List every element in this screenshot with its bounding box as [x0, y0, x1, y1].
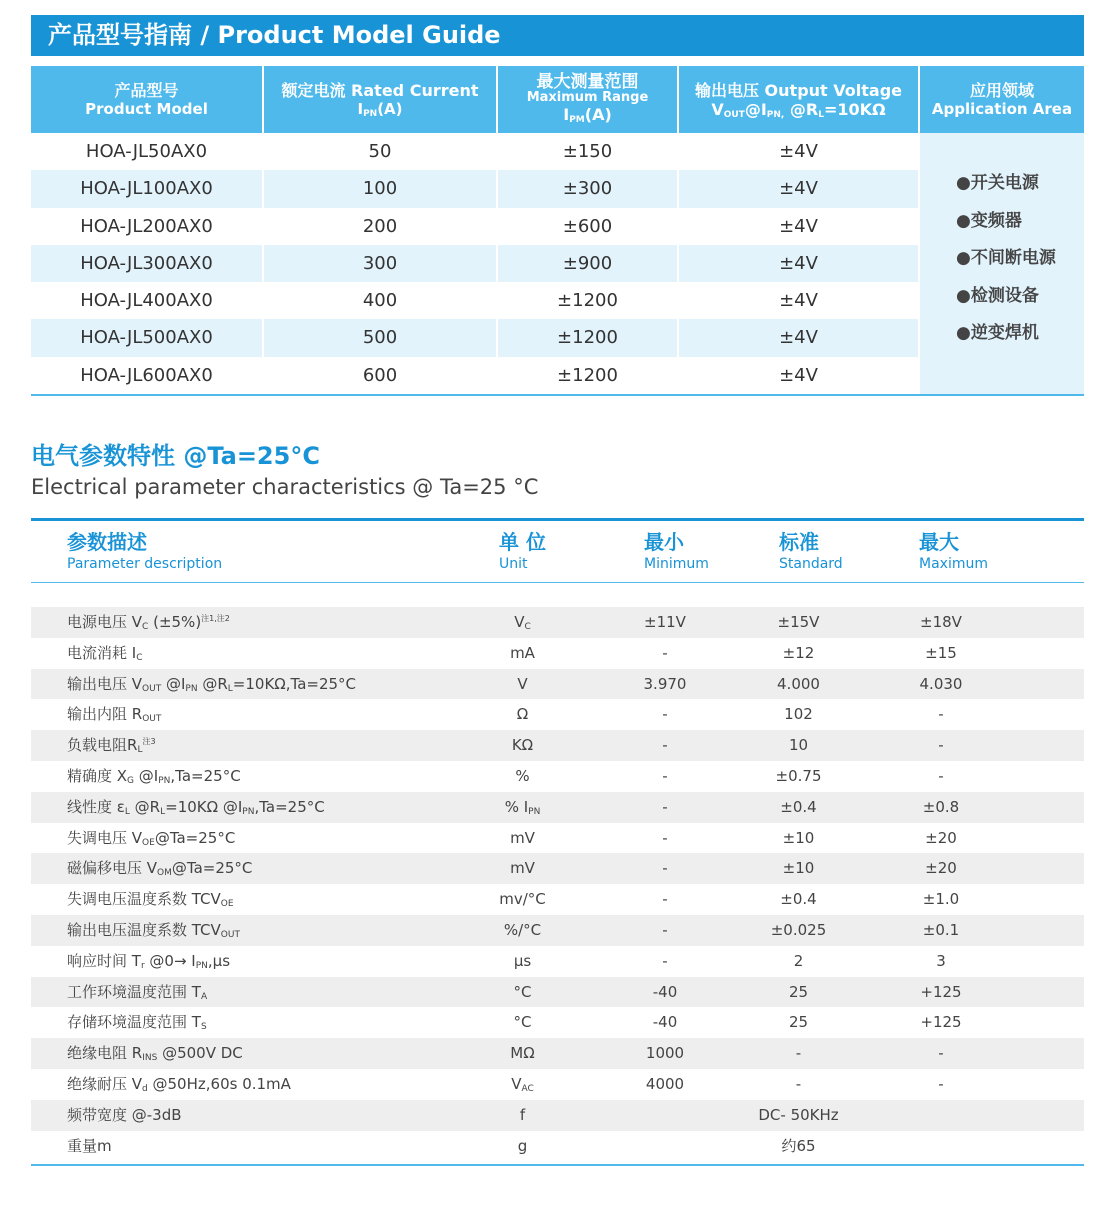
param-desc: [67, 915, 240, 946]
text: V: [711, 99, 724, 119]
unit-cell: [451, 792, 594, 823]
electrical-table-bottom-rule: [31, 1164, 1084, 1166]
subscript: r: [140, 960, 145, 971]
table-row: [31, 357, 920, 394]
subscript: C: [524, 622, 531, 632]
max-cell: ±20: [925, 859, 957, 878]
header-unit: [499, 529, 546, 573]
product-rows: [31, 133, 920, 394]
header-standard: [779, 529, 843, 573]
unit-cell: mA: [510, 643, 535, 662]
subscript: OM: [157, 868, 172, 879]
min-cell: -: [662, 643, 668, 662]
output-cell: ±4V: [679, 170, 920, 207]
header-cn: 输出电压 Output Voltage: [694, 80, 902, 100]
subscript: PN: [185, 683, 198, 694]
output-cell: ±4V: [679, 357, 920, 394]
product-table-header: [31, 66, 1084, 133]
text: @500V DC: [157, 1044, 243, 1063]
std-cell: ±0.4: [780, 797, 817, 816]
max-cell: +125: [920, 982, 962, 1001]
header-cn: 产品型号: [114, 80, 179, 100]
text: 电源电压 V: [67, 613, 143, 631]
max-cell: 4.030: [919, 674, 963, 693]
unit-cell: f: [519, 1105, 526, 1124]
param-desc: [67, 699, 161, 730]
subscript: PN: [195, 960, 208, 971]
header-cn: 参数描述: [67, 530, 147, 554]
symbol: I: [563, 105, 570, 124]
param-desc: [67, 792, 325, 823]
product-table-body: [31, 133, 1084, 394]
table-row: [31, 823, 1084, 854]
unit-cell: %: [515, 766, 530, 785]
text: @I: [134, 766, 159, 785]
text: 负载电阻R: [67, 736, 138, 755]
subscript: S: [200, 1022, 207, 1033]
subscript: PN: [158, 775, 171, 786]
text: @0→ I: [144, 951, 196, 970]
range-cell: ±900: [498, 245, 679, 282]
table-row: [31, 607, 1084, 638]
unit-cell: %/°C: [503, 920, 542, 939]
text: @R: [129, 797, 161, 816]
header-rated-current: [264, 66, 498, 133]
subscript: L: [818, 109, 824, 120]
subscript: OUT: [723, 109, 745, 120]
max-cell: -: [938, 1074, 944, 1093]
footnote: 注1,注2: [201, 614, 230, 623]
unit-cell: °C: [513, 982, 532, 1001]
header-en: Minimum: [644, 556, 709, 572]
table-row: [31, 638, 1084, 669]
header-symbol: [357, 100, 402, 119]
table-row: [31, 977, 1084, 1008]
text: =10KΩ @I: [165, 797, 243, 816]
rated-cell: 50: [264, 133, 498, 170]
subscript: PN: [242, 806, 255, 817]
span-value-cell: 约65: [781, 1136, 816, 1155]
text: 存储环境温度范围 T: [67, 1013, 201, 1032]
table-row: [31, 699, 1084, 730]
output-cell: ±4V: [679, 133, 920, 170]
output-cell: ±4V: [679, 208, 920, 245]
table-row: [31, 1131, 1084, 1162]
application-item: ●变频器: [956, 210, 1022, 231]
max-cell: -: [938, 705, 944, 724]
symbol: I: [357, 99, 364, 118]
model-cell: HOA-JL600AX0: [31, 357, 264, 394]
min-cell: -: [662, 920, 668, 939]
output-cell: ±4V: [679, 282, 920, 319]
text: 输出电压温度系数 TCV: [67, 920, 221, 939]
range-cell: ±600: [498, 208, 679, 245]
param-desc: [67, 669, 356, 700]
table-row: [31, 761, 1084, 792]
std-cell: ±0.75: [775, 766, 822, 785]
unit-cell: μs: [513, 951, 532, 970]
header-en: Maximum Range: [526, 90, 649, 105]
header-parameter-description: [67, 529, 222, 573]
max-cell: ±0.1: [922, 920, 960, 939]
unit: (A): [584, 105, 612, 124]
param-desc: [67, 1069, 291, 1100]
std-cell: 25: [788, 982, 809, 1001]
table-row: [31, 319, 920, 356]
subscript: L: [160, 806, 166, 817]
output-cell: ±4V: [679, 245, 920, 282]
min-cell: -: [662, 705, 668, 724]
header-cn: 最大测量范围: [536, 72, 639, 92]
min-cell: ±11V: [644, 613, 686, 631]
header-output-voltage: [679, 66, 920, 133]
unit-cell: g: [517, 1136, 528, 1155]
output-cell: ±4V: [679, 319, 920, 356]
header-maximum: [919, 529, 988, 573]
unit-cell: [451, 1069, 594, 1100]
text: 绝缘耐压 V: [67, 1074, 143, 1093]
min-cell: -: [662, 951, 668, 970]
unit-cell: V: [517, 674, 528, 693]
min-cell: 3.970: [643, 674, 687, 693]
header-en: Standard: [779, 556, 843, 572]
table-row: [31, 1007, 1084, 1038]
std-cell: ±0.025: [770, 920, 827, 939]
text: ,Ta=25°C: [170, 766, 241, 785]
rated-cell: 200: [264, 208, 498, 245]
banner-title: 产品型号指南 / Product Model Guide: [48, 21, 501, 49]
max-cell: ±18V: [920, 613, 962, 631]
text: @R: [197, 674, 228, 693]
table-row: [31, 669, 1084, 700]
subscript: OUT: [142, 714, 162, 725]
unit-cell: KΩ: [511, 736, 534, 755]
table-row: [31, 170, 920, 207]
application-area-cell: [920, 133, 1084, 394]
text: =10KΩ,Ta=25°C: [232, 674, 357, 693]
span-value-cell: DC- 50KHz: [758, 1105, 839, 1124]
table-row: [31, 946, 1084, 977]
product-model-table: [31, 66, 1084, 394]
min-cell: -: [662, 766, 668, 785]
std-cell: ±15V: [777, 613, 820, 631]
text: V: [514, 613, 525, 631]
subscript: C: [142, 622, 149, 632]
min-cell: 4000: [645, 1074, 685, 1093]
electrical-table-body: [31, 607, 1084, 1161]
unit-cell: mv/°C: [499, 890, 546, 909]
param-desc: [67, 884, 234, 915]
section-title-en: Electrical parameter characteristics @ Ta=25 °C: [31, 475, 539, 499]
max-cell: ±20: [925, 828, 957, 847]
text: 磁偏移电压 V: [67, 859, 158, 878]
param-desc: 频带宽度 @-3dB: [67, 1105, 182, 1124]
text: @50Hz,60s 0.1mA: [147, 1074, 291, 1093]
range-cell: ±1200: [498, 282, 679, 319]
max-cell: ±0.8: [922, 797, 960, 816]
model-cell: HOA-JL500AX0: [31, 319, 264, 356]
header-cn: 最小: [644, 530, 684, 554]
header-en: Product Model: [85, 99, 208, 118]
footnote: 注3: [142, 737, 156, 747]
subscript: L: [227, 683, 233, 694]
model-cell: HOA-JL50AX0: [31, 133, 264, 170]
param-desc: [67, 730, 156, 761]
param-desc: [67, 607, 230, 638]
text: 绝缘电阻 R: [67, 1044, 143, 1063]
text: 工作环境温度范围 T: [67, 982, 201, 1001]
header-cn: 额定电流 Rated Current: [281, 80, 479, 100]
header-en: Maximum: [919, 556, 988, 572]
param-desc: [67, 946, 230, 977]
header-maximum-range: [498, 66, 679, 133]
std-cell: 4.000: [777, 674, 820, 693]
std-cell: 10: [788, 736, 809, 755]
subscript: L: [137, 745, 143, 756]
min-cell: -: [662, 797, 668, 816]
text: 输出电压 V: [67, 674, 143, 693]
unit-cell: mV: [510, 859, 535, 878]
std-cell: 2: [793, 951, 804, 970]
header-cn: 最大: [919, 530, 959, 554]
text: 失调电压 V: [67, 828, 143, 847]
std-cell: ±10: [782, 859, 815, 878]
subscript: OUT: [220, 929, 240, 940]
application-list: [956, 165, 1056, 353]
param-desc: [67, 977, 207, 1008]
range-cell: ±1200: [498, 319, 679, 356]
subscript: A: [200, 991, 208, 1002]
std-cell: ±10: [782, 828, 815, 847]
text: @I: [744, 99, 767, 119]
range-cell: ±300: [498, 170, 679, 207]
table-row: [31, 1069, 1084, 1100]
subscript: d: [142, 1083, 148, 1094]
max-cell: ±1.0: [922, 890, 960, 909]
table-row: [31, 133, 920, 170]
header-en: Unit: [499, 556, 528, 572]
header-application-area: [920, 66, 1084, 133]
table-row: [31, 730, 1084, 761]
electrical-table-header-rule: [31, 582, 1084, 583]
application-item: ●不间断电源: [956, 248, 1056, 268]
header-condition: [711, 100, 885, 119]
text: ,μs: [207, 951, 231, 970]
header-cn: 标准: [779, 530, 819, 554]
header-cn: 单 位: [499, 530, 546, 554]
text: (±5%): [148, 613, 202, 631]
unit-cell: Ω: [516, 705, 529, 724]
model-cell: HOA-JL400AX0: [31, 282, 264, 319]
subscript: PM: [569, 115, 585, 125]
min-cell: -: [662, 736, 668, 755]
application-item: ●检测设备: [956, 285, 1039, 306]
std-cell: ±12: [782, 643, 815, 662]
text: @I: [161, 674, 186, 693]
application-item: ●开关电源: [956, 173, 1039, 193]
table-row: [31, 1100, 1084, 1131]
text: V: [511, 1074, 522, 1093]
max-cell: ±15: [925, 643, 957, 662]
std-cell: -: [795, 1044, 802, 1063]
rated-cell: 500: [264, 319, 498, 356]
max-cell: -: [938, 1044, 944, 1063]
text: 线性度 ε: [67, 797, 125, 816]
subscript: L: [124, 806, 130, 817]
table-row: [31, 1038, 1084, 1069]
text: 失调电压温度系数 TCV: [67, 890, 221, 909]
subscript: PN: [528, 806, 541, 817]
range-cell: ±150: [498, 133, 679, 170]
table-row: [31, 915, 1084, 946]
text: 精确度 X: [67, 766, 128, 785]
text: @R: [784, 99, 819, 119]
model-cell: HOA-JL300AX0: [31, 245, 264, 282]
subscript: C: [136, 652, 143, 663]
section-title-cn: 电气参数特性 @Ta=25°C: [31, 442, 320, 470]
min-cell: 1000: [645, 1044, 685, 1063]
subscript: PN: [363, 108, 378, 119]
subscript: INS: [142, 1053, 158, 1064]
model-cell: HOA-JL100AX0: [31, 170, 264, 207]
min-cell: -: [662, 828, 668, 847]
subscript: OE: [142, 837, 155, 848]
param-desc: [67, 823, 235, 854]
header-minimum: [644, 529, 709, 573]
std-cell: 25: [788, 1013, 809, 1032]
param-desc: [67, 638, 143, 669]
param-desc: 重量m: [67, 1136, 112, 1155]
model-cell: HOA-JL200AX0: [31, 208, 264, 245]
unit-cell: mV: [510, 828, 535, 847]
table-row: [31, 884, 1084, 915]
std-cell: -: [795, 1074, 802, 1093]
text: @Ta=25°C: [171, 859, 253, 878]
subscript: PN,: [766, 109, 785, 120]
max-cell: -: [938, 736, 944, 755]
table-row: [31, 853, 1084, 884]
max-cell: 3: [936, 951, 946, 970]
table-row: [31, 282, 920, 319]
subscript: OUT: [142, 683, 162, 694]
electrical-table-header: [31, 521, 1084, 583]
text: @Ta=25°C: [154, 828, 236, 847]
unit-cell: °C: [513, 1013, 532, 1032]
max-cell: -: [938, 766, 944, 785]
header-product-model: [31, 66, 264, 133]
rated-cell: 100: [264, 170, 498, 207]
table-row: [31, 245, 920, 282]
table-row: [31, 792, 1084, 823]
param-desc: [67, 1007, 207, 1038]
text: % I: [504, 797, 529, 816]
text: 输出内阻 R: [67, 705, 143, 724]
min-cell: -: [662, 859, 668, 878]
text: ,Ta=25°C: [254, 797, 325, 816]
subscript: G: [127, 775, 135, 786]
std-cell: 102: [784, 705, 813, 724]
min-cell: -: [662, 890, 668, 909]
unit-cell: MΩ: [510, 1044, 535, 1063]
unit-cell: [451, 607, 594, 638]
header-en: Parameter description: [67, 556, 223, 572]
rated-cell: 600: [264, 357, 498, 394]
header-cn: 应用领域: [969, 80, 1034, 100]
param-desc: [67, 1038, 243, 1069]
rated-cell: 400: [264, 282, 498, 319]
range-cell: ±1200: [498, 357, 679, 394]
table-row: [31, 208, 920, 245]
text: 响应时间 T: [67, 951, 141, 970]
title-banner: [31, 15, 1084, 56]
product-table-bottom-rule: [31, 394, 1084, 396]
text: 电流消耗 I: [67, 643, 137, 662]
param-desc: [67, 853, 252, 884]
subscript: OE: [220, 899, 234, 910]
param-desc: [67, 761, 241, 792]
min-cell: -40: [652, 1013, 678, 1032]
min-cell: -40: [652, 982, 678, 1001]
max-cell: +125: [920, 1013, 962, 1032]
header-en: Application Area: [931, 99, 1073, 118]
unit: (A): [377, 99, 403, 118]
subscript: AC: [521, 1083, 534, 1094]
std-cell: ±0.4: [780, 890, 817, 909]
text: =10KΩ: [823, 99, 886, 119]
rated-cell: 300: [264, 245, 498, 282]
application-item: ●逆变焊机: [956, 323, 1039, 343]
header-symbol: [563, 105, 612, 124]
